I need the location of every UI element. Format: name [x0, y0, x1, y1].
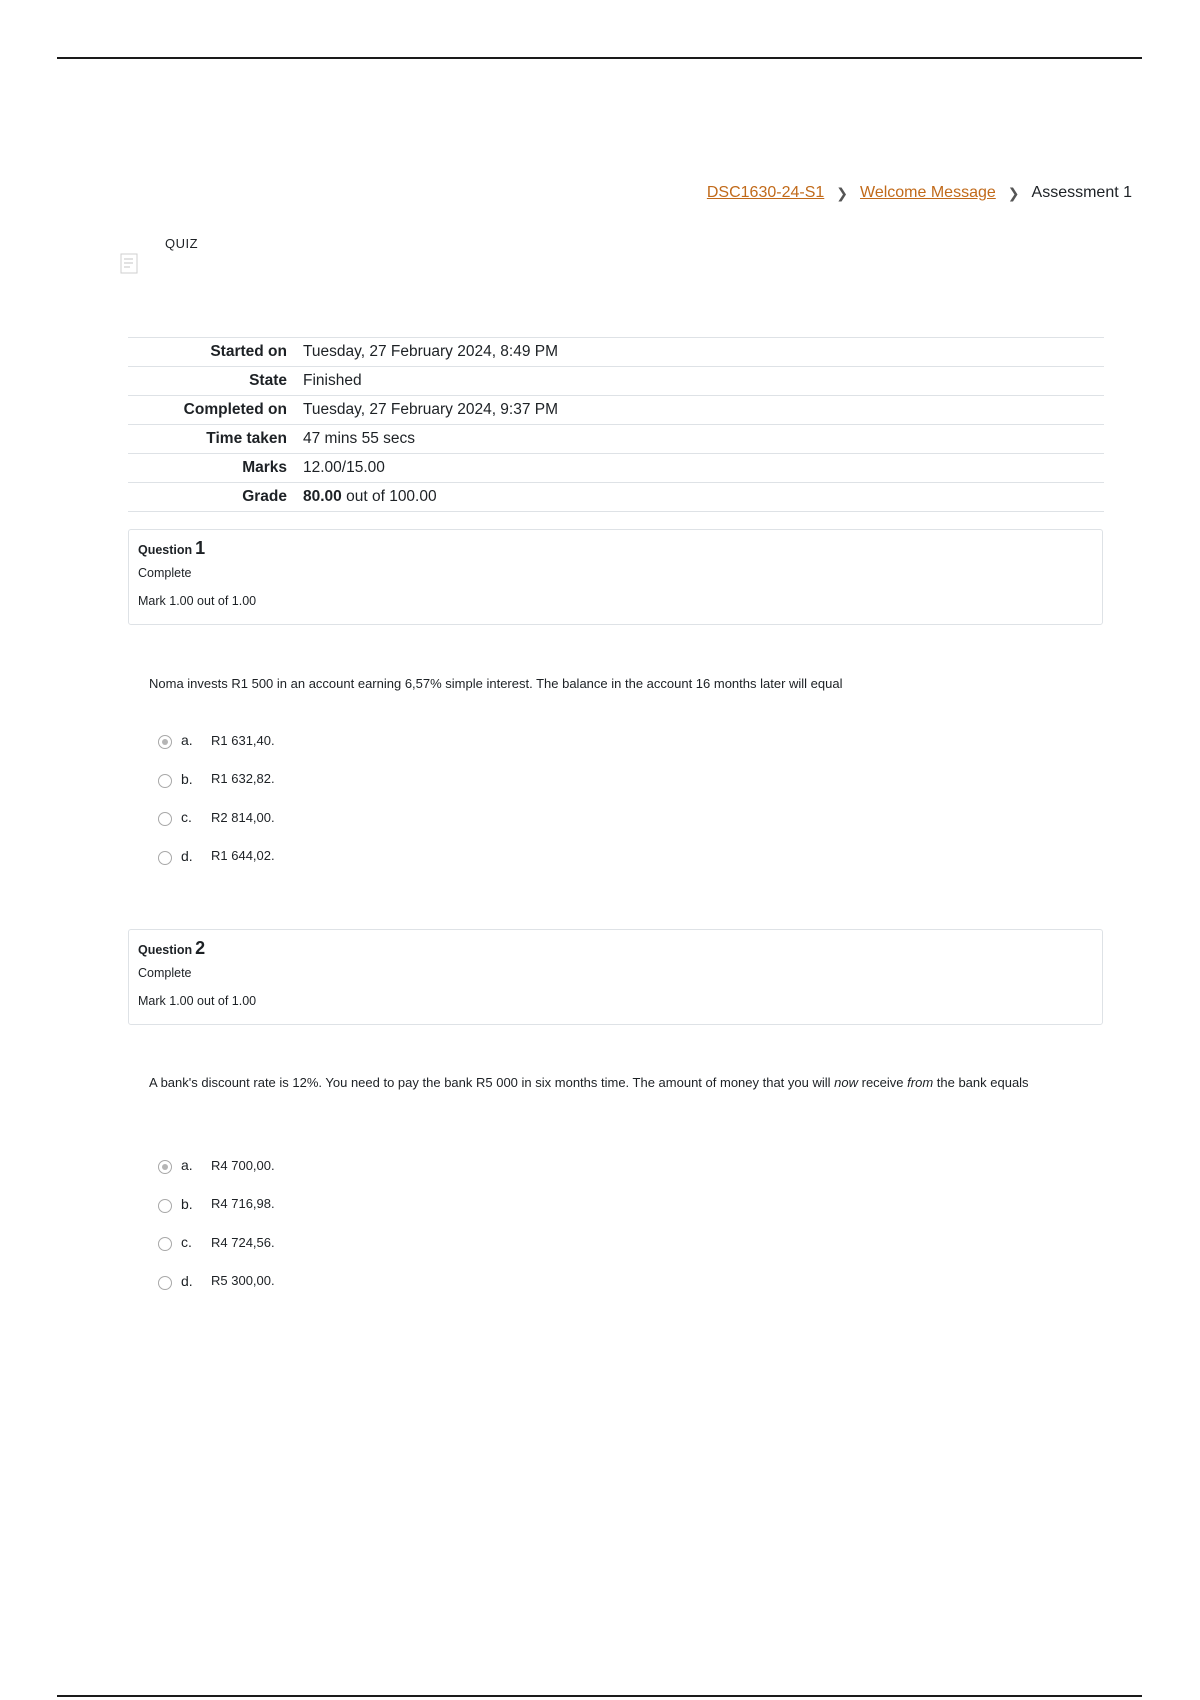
question-text-2 [149, 1070, 1069, 1096]
breadcrumb-current: Assessment 1 [1031, 184, 1132, 201]
answer-option[interactable] [158, 760, 275, 799]
top-rule [57, 57, 1142, 59]
answer-letter: a. [181, 732, 193, 749]
answer-text: R2 814,00. [211, 809, 275, 825]
radio-button[interactable] [158, 812, 172, 826]
summary-label: State [249, 372, 287, 389]
answer-text: R5 300,00. [211, 1273, 275, 1289]
radio-button[interactable] [158, 1160, 172, 1174]
answer-option[interactable] [158, 721, 275, 760]
answer-letter: d. [181, 1272, 193, 1289]
summary-value: Tuesday, 27 February 2024, 8:49 PM [303, 343, 559, 360]
question-mark: Mark 1.00 out of 1.00 [138, 994, 257, 1008]
answer-options-2 [158, 1146, 275, 1300]
answer-options-1 [158, 721, 275, 875]
question-text-emphasis: from [907, 1075, 934, 1090]
breadcrumb-course-link[interactable]: DSC1630-24-S1 [706, 184, 825, 201]
summary-row [128, 425, 1104, 454]
answer-letter: d. [181, 847, 193, 864]
question-number [138, 538, 1093, 559]
summary-value [303, 483, 1104, 512]
breadcrumb-welcome-link[interactable]: Welcome Message [860, 184, 996, 201]
summary-value: Tuesday, 27 February 2024, 9:37 PM [303, 401, 559, 418]
answer-letter: b. [181, 770, 193, 787]
radio-button[interactable] [158, 1276, 172, 1290]
answer-letter: c. [181, 1234, 192, 1251]
question-prefix: Question [138, 543, 193, 557]
breadcrumb [707, 184, 1132, 202]
chevron-right-icon: ❯ [836, 184, 849, 201]
answer-option[interactable] [158, 1223, 275, 1262]
question-state: Complete [138, 966, 192, 980]
summary-label: Grade [242, 488, 287, 505]
question-state: Complete [138, 566, 192, 580]
grade-out-of: out of 100.00 [346, 488, 437, 505]
radio-button[interactable] [158, 851, 172, 865]
question-text-part: the bank equals [933, 1075, 1029, 1090]
answer-text: R1 644,02. [211, 848, 275, 864]
quiz-icon [120, 253, 140, 275]
answer-text: R4 716,98. [211, 1196, 275, 1212]
question-number [138, 938, 1093, 959]
question-text-part: A bank's discount rate is 12%. You need to pay the bank R5 000 in six months time. The amount of money that you will [149, 1075, 835, 1090]
question-prefix: Question [138, 943, 193, 957]
attempt-summary-table [128, 337, 1104, 512]
question-info-2 [128, 929, 1103, 1025]
question-number-value: 2 [195, 938, 206, 958]
summary-value: Finished [303, 372, 362, 389]
answer-text: R1 631,40. [211, 732, 275, 748]
radio-button[interactable] [158, 1237, 172, 1251]
radio-button[interactable] [158, 1199, 172, 1213]
question-mark: Mark 1.00 out of 1.00 [138, 594, 257, 608]
answer-option[interactable] [158, 1262, 275, 1301]
summary-row [128, 454, 1104, 483]
question-text-1: Noma invests R1 500 in an account earning 6,57% simple interest. The balance in the account 16 months later will equal [149, 676, 843, 691]
answer-letter: c. [181, 809, 192, 826]
summary-label: Completed on [183, 401, 287, 418]
summary-row [128, 483, 1104, 512]
question-number-value: 1 [195, 538, 206, 558]
chevron-right-icon: ❯ [1007, 184, 1020, 201]
summary-row [128, 338, 1104, 367]
answer-option[interactable] [158, 1185, 275, 1224]
summary-label: Time taken [206, 430, 287, 447]
summary-value: 47 mins 55 secs [303, 430, 415, 447]
summary-label: Marks [242, 459, 287, 476]
answer-text: R4 700,00. [211, 1157, 275, 1173]
answer-text: R4 724,56. [211, 1234, 275, 1250]
summary-row [128, 396, 1104, 425]
answer-letter: b. [181, 1195, 193, 1212]
summary-label: Started on [210, 343, 287, 360]
question-info-1 [128, 529, 1103, 625]
summary-row [128, 367, 1104, 396]
summary-value: 12.00/15.00 [303, 459, 385, 476]
activity-type-label: QUIZ [165, 236, 199, 251]
radio-button[interactable] [158, 774, 172, 788]
answer-option[interactable] [158, 798, 275, 837]
radio-button[interactable] [158, 735, 172, 749]
answer-option[interactable] [158, 837, 275, 876]
grade-value: 80.00 [303, 488, 342, 505]
answer-letter: a. [181, 1157, 193, 1174]
answer-text: R1 632,82. [211, 771, 275, 787]
answer-option[interactable] [158, 1146, 275, 1185]
bottom-rule [57, 1695, 1142, 1697]
question-text-emphasis: now [834, 1075, 859, 1090]
question-text-part: receive [858, 1075, 908, 1090]
